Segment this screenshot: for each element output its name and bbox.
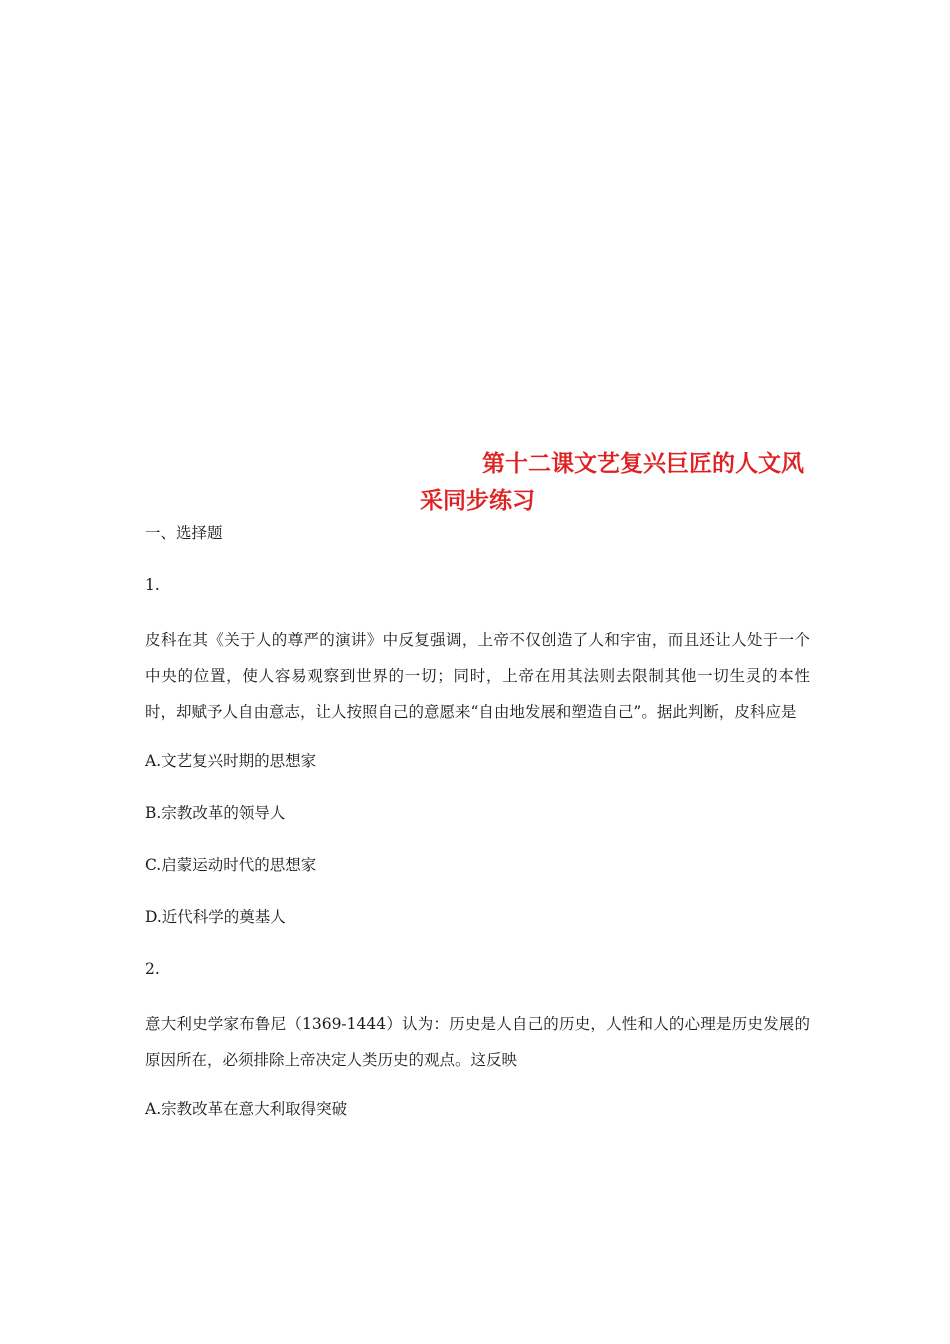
question-1 [145, 570, 810, 932]
document-title [145, 445, 810, 519]
option-a: A.宗教改革在意大利取得突破 [145, 1100, 348, 1118]
document-body [145, 518, 810, 1124]
question-stem: 意大利史学家布鲁尼（1369-1444）认为：历史是人自己的历史，人性和人的心理是历史发展的原因所在，必须排除上帝决定人类历史的观点。这反映 [145, 1015, 810, 1069]
question-number: 2. [145, 960, 160, 978]
option-d: D.近代科学的奠基人 [145, 908, 286, 926]
option-a: A.文艺复兴时期的思想家 [145, 752, 317, 770]
title-line-2: 采同步练习 [420, 487, 535, 514]
option-c: C.启蒙运动时代的思想家 [145, 856, 317, 874]
question-stem: 皮科在其《关于人的尊严的演讲》中反复强调，上帝不仅创造了人和宇宙，而且还让人处于一个中央的位置，使人容易观察到世界的一切；同时，上帝在用其法则去限制其他一切生灵的本性时，却赋予人自由意志，让人按照自己的意愿来“自由地发展和塑造自己”。据此判断，皮科应是 [145, 631, 810, 721]
option-b: B.宗教改革的领导人 [145, 804, 286, 822]
section-heading: 一、选择题 [145, 524, 223, 542]
question-number: 1. [145, 576, 160, 594]
title-line-1: 第十二课文艺复兴巨匠的人文风 [482, 450, 804, 477]
question-2 [145, 954, 810, 1124]
